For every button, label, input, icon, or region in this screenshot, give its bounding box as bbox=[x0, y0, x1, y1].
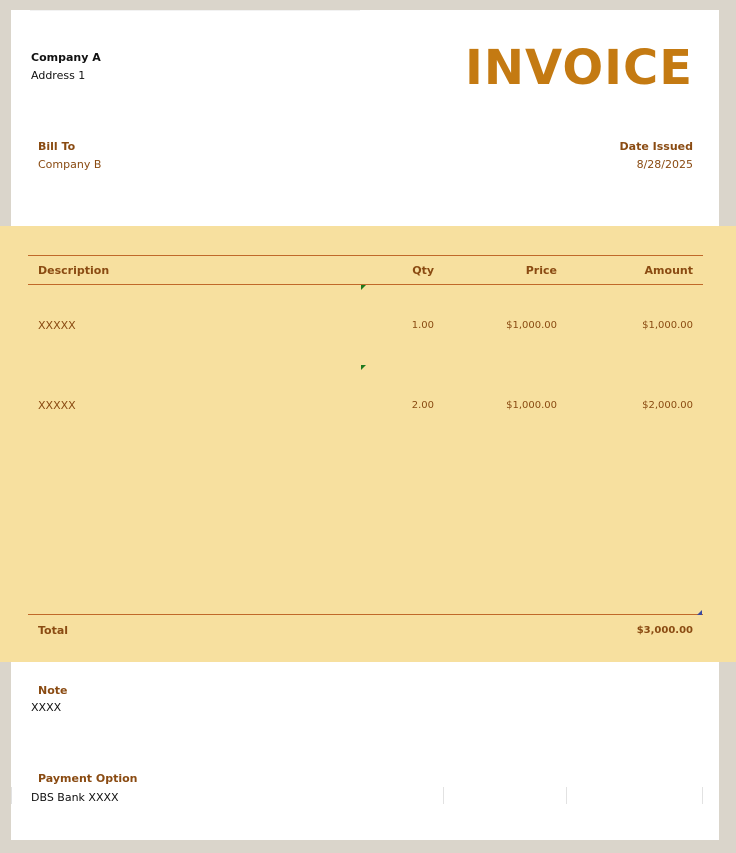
items-band bbox=[0, 226, 736, 662]
comment-marker-icon bbox=[361, 285, 366, 290]
sheet-edge bbox=[30, 10, 360, 11]
row-1-qty[interactable]: 1.00 bbox=[411, 320, 434, 331]
note-value[interactable]: XXXX bbox=[31, 701, 62, 714]
row-2-amount[interactable]: $2,000.00 bbox=[642, 400, 693, 411]
total-value[interactable]: $3,000.00 bbox=[636, 625, 693, 636]
cell-gridline bbox=[11, 787, 12, 804]
payment-value[interactable]: DBS Bank XXXX bbox=[31, 791, 119, 804]
invoice-title[interactable]: INVOICE bbox=[464, 40, 693, 96]
row-1-amount[interactable]: $1,000.00 bbox=[642, 320, 693, 331]
company-name[interactable]: Company A bbox=[31, 51, 101, 64]
cell-gridline bbox=[702, 787, 703, 804]
row-2-qty[interactable]: 2.00 bbox=[411, 400, 434, 411]
bill-to-label[interactable]: Bill To bbox=[38, 140, 76, 153]
company-address[interactable]: Address 1 bbox=[31, 69, 86, 82]
row-2-description[interactable]: XXXXX bbox=[38, 399, 76, 412]
date-issued-value[interactable]: 8/28/2025 bbox=[636, 158, 693, 171]
header-amount[interactable]: Amount bbox=[644, 264, 693, 277]
row-1-price[interactable]: $1,000.00 bbox=[506, 320, 557, 331]
comment-marker-icon bbox=[361, 365, 366, 370]
note-label[interactable]: Note bbox=[38, 684, 68, 697]
date-issued-label[interactable]: Date Issued bbox=[619, 140, 693, 153]
header-qty[interactable]: Qty bbox=[412, 264, 434, 277]
cell-gridline bbox=[566, 787, 567, 804]
header-price[interactable]: Price bbox=[525, 264, 557, 277]
row-1-description[interactable]: XXXXX bbox=[38, 319, 76, 332]
cell-gridline bbox=[443, 787, 444, 804]
total-top-rule bbox=[28, 614, 703, 615]
table-top-rule bbox=[28, 255, 703, 256]
row-2-price[interactable]: $1,000.00 bbox=[506, 400, 557, 411]
bill-to-value[interactable]: Company B bbox=[38, 158, 102, 171]
header-description[interactable]: Description bbox=[38, 264, 110, 277]
resize-corner-icon bbox=[697, 610, 702, 615]
payment-label[interactable]: Payment Option bbox=[38, 772, 138, 785]
total-label[interactable]: Total bbox=[38, 624, 69, 637]
